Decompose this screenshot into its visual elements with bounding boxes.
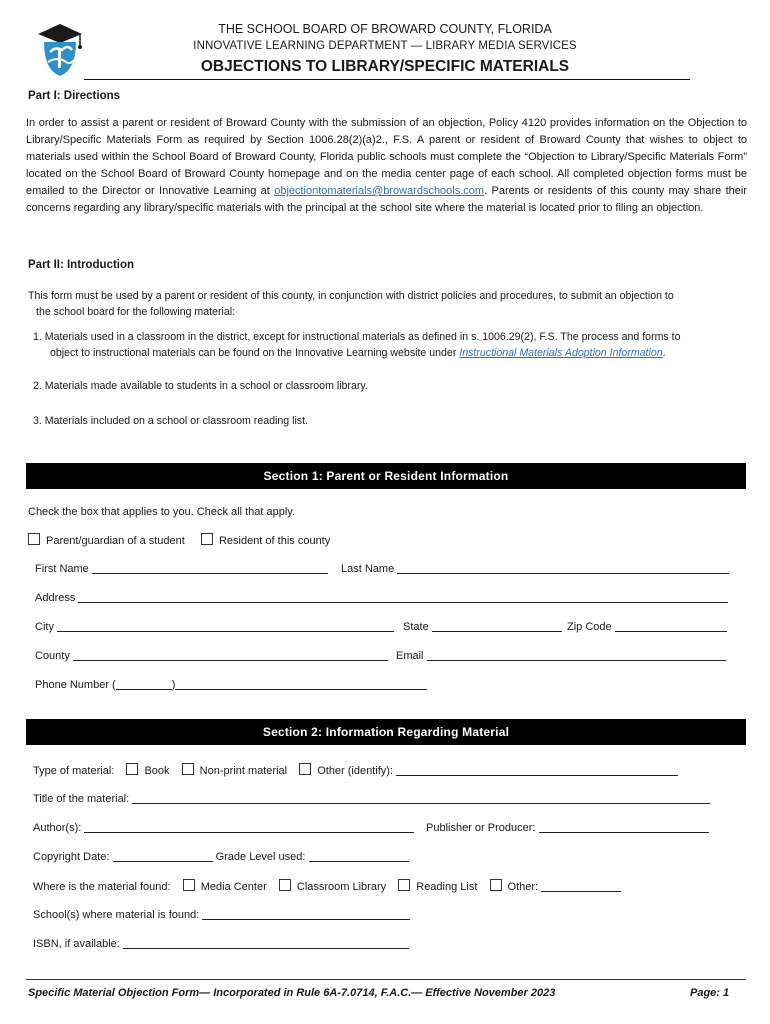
location-classroom-label: Classroom Library	[296, 881, 387, 893]
part2-title: Part II: Introduction	[28, 259, 135, 271]
part2-intro-line2: the school board for the following material:	[36, 305, 236, 318]
address-label: Address	[35, 592, 76, 604]
footer-page-number: Page: 1	[690, 987, 730, 999]
county-field[interactable]	[73, 649, 388, 661]
header-department: INNOVATIVE LEARNING DEPARTMENT — LIBRARY MEDIA SERVICES	[193, 40, 577, 52]
list-item-1-line1: 1. Materials used in a classroom in the district, except for instructional materials as defined in s. 1006.29(2), F.S. The process and forms to	[33, 331, 681, 343]
type-other-field[interactable]	[396, 764, 678, 776]
type-book-checkbox[interactable]	[126, 763, 138, 775]
address-row	[35, 591, 728, 604]
page-title: OBJECTIONS TO LIBRARY/SPECIFIC MATERIALS	[200, 58, 570, 75]
material-title-label: Title of the material:	[33, 793, 130, 805]
part2-intro-line1: This form must be used by a parent or resident of this county, in conjunction with district policies and procedures, to submit an objection to	[28, 290, 674, 302]
type-other-label: Other (identify):	[317, 765, 394, 777]
email-row	[396, 649, 726, 662]
phone-row	[35, 678, 427, 691]
authors-label: Author(s):	[33, 822, 82, 834]
isbn-row	[33, 937, 409, 950]
location-other-label: Other:	[507, 881, 539, 893]
material-title-row	[33, 792, 710, 805]
copyright-label: Copyright Date:	[33, 851, 110, 863]
type-other-checkbox[interactable]	[299, 763, 311, 775]
last-name-label: Last Name	[341, 563, 395, 575]
zip-label: Zip Code	[567, 621, 612, 633]
last-name-row	[341, 562, 729, 575]
city-field[interactable]	[57, 620, 394, 632]
applicant-type-row	[28, 533, 330, 547]
footer-form-info: Specific Material Objection Form— Incorporated in Rule 6A-7.0714, F.A.C.— Effective November 2023	[28, 987, 556, 999]
phone-label: Phone Number (	[35, 679, 116, 691]
location-reading-checkbox[interactable]	[398, 879, 410, 891]
part1-title: Part I: Directions	[28, 90, 121, 102]
type-nonprint-checkbox[interactable]	[182, 763, 194, 775]
location-other-field[interactable]	[541, 880, 621, 892]
material-type-row	[33, 763, 678, 777]
email-label: Email	[396, 650, 424, 662]
list-item-1-period: .	[662, 346, 666, 359]
grade-level-field[interactable]	[309, 850, 409, 862]
type-book-label: Book	[144, 765, 170, 777]
publisher-row	[426, 821, 709, 834]
parent-checkbox[interactable]	[28, 533, 40, 545]
section1-header: Section 1: Parent or Resident Information	[26, 463, 746, 489]
publisher-label: Publisher or Producer:	[426, 822, 536, 834]
section2-header: Section 2: Information Regarding Material	[26, 719, 746, 745]
type-nonprint-label: Non-print material	[199, 765, 288, 777]
authors-field[interactable]	[84, 821, 414, 833]
city-row	[35, 620, 394, 633]
location-reading-label: Reading List	[416, 881, 478, 893]
title-rule	[84, 79, 690, 80]
county-label: County	[35, 650, 70, 662]
first-name-label: First Name	[35, 563, 89, 575]
location-other-checkbox[interactable]	[490, 879, 502, 891]
instructional-materials-link[interactable]: Instructional Materials Adoption Information	[459, 346, 663, 359]
objection-email-link[interactable]: objectiontomaterials@browardschools.com	[274, 185, 485, 197]
state-label: State	[403, 621, 429, 633]
last-name-field[interactable]	[397, 562, 729, 574]
zip-field[interactable]	[615, 620, 727, 632]
part1-paragraph	[26, 115, 747, 217]
part1-text-a: In order to assist a parent or resident of Broward County with the submission of an objection, Policy 4120 provides information on the Objection to Library/Specific Materials Form as required by Section 1006.28(2)(a)2., F.S. A parent or resident of Broward County that wishes to object to materials used within the School Board of Broward County, Florida public schools must complete the “Objection to Library/Specific Materials Form” located on the School Board of Broward County homepage and on the media center page of each school. All completed objection forms must be emailed to the Director or Innovative Learning at	[26, 117, 747, 197]
state-field[interactable]	[432, 620, 562, 632]
address-field[interactable]	[78, 591, 728, 603]
footer-rule	[26, 979, 746, 980]
schools-field[interactable]	[202, 908, 410, 920]
phone-area-code-field[interactable]	[116, 678, 172, 690]
material-title-field[interactable]	[132, 792, 710, 804]
location-media-checkbox[interactable]	[183, 879, 195, 891]
check-prompt: Check the box that applies to you. Check all that apply.	[28, 506, 296, 518]
authors-row	[33, 821, 414, 834]
isbn-field[interactable]	[123, 937, 409, 949]
county-row	[35, 649, 388, 662]
list-item-2: 2. Materials made available to students in a school or classroom library.	[33, 380, 368, 392]
state-row	[403, 620, 562, 633]
email-field[interactable]	[427, 649, 726, 661]
header-school-board: THE SCHOOL BOARD OF BROWARD COUNTY, FLORIDA	[218, 22, 552, 36]
copyright-row	[33, 850, 409, 863]
copyright-field[interactable]	[113, 850, 213, 862]
city-label: City	[35, 621, 54, 633]
part1-text-b: . Parents or residents of this county may share their concerns regarding any library/specific materials with the principal at the school site where the material is located prior to filing an objection.	[26, 185, 747, 214]
location-row	[33, 879, 621, 893]
location-label: Where is the material found:	[33, 881, 171, 893]
list-item-1-text: object to instructional materials can be found on the Innovative Learning website under	[50, 346, 460, 359]
part2-intro	[28, 289, 748, 320]
list-item-1-line2	[33, 346, 747, 362]
list-item-3: 3. Materials included on a school or classroom reading list.	[33, 415, 308, 427]
material-type-label: Type of material:	[33, 765, 115, 777]
first-name-row	[35, 562, 328, 575]
parent-checkbox-label: Parent/guardian of a student	[46, 535, 185, 547]
location-classroom-checkbox[interactable]	[279, 879, 291, 891]
first-name-field[interactable]	[92, 562, 328, 574]
isbn-label: ISBN, if available:	[33, 938, 120, 950]
resident-checkbox-label: Resident of this county	[218, 535, 331, 547]
zip-row	[567, 620, 727, 633]
grade-level-label: Grade Level used:	[215, 851, 306, 863]
location-media-label: Media Center	[200, 881, 267, 893]
phone-number-field[interactable]	[175, 678, 427, 690]
schools-row	[33, 908, 410, 921]
phone-paren-close: )	[171, 679, 176, 691]
publisher-field[interactable]	[539, 821, 709, 833]
schools-label: School(s) where material is found:	[33, 909, 200, 921]
resident-checkbox[interactable]	[201, 533, 213, 545]
list-item	[33, 330, 747, 361]
